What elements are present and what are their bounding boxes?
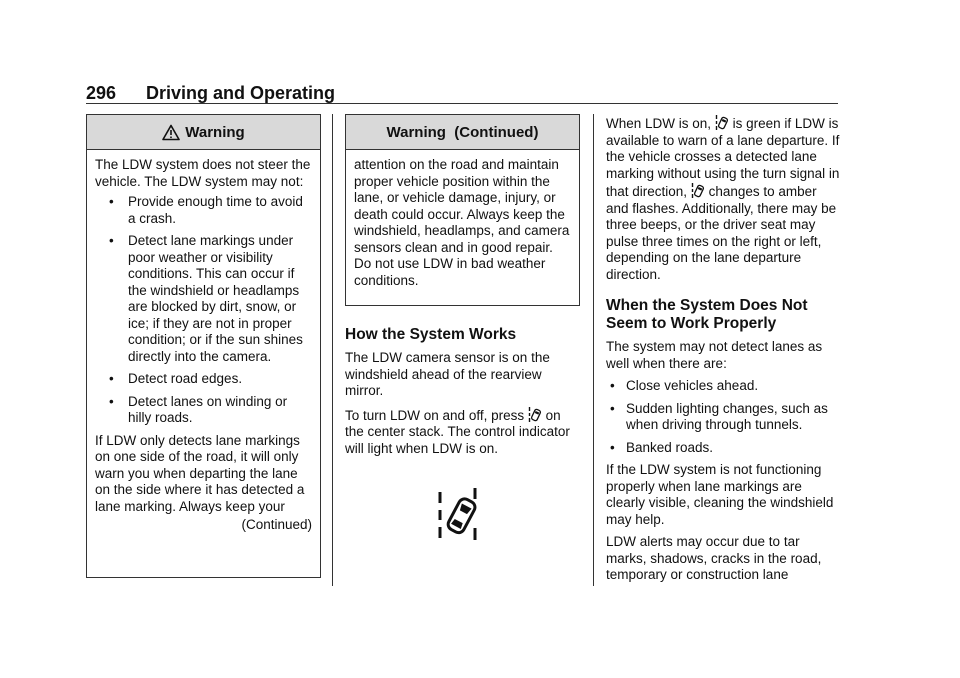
paragraph: The LDW camera sensor is on the windshield ahead of the rearview mirror. bbox=[345, 350, 550, 398]
warning-list bbox=[95, 194, 312, 427]
continued-label: (Continued) bbox=[241, 517, 312, 532]
page-header bbox=[86, 82, 838, 104]
list-item: • Close vehicles ahead. bbox=[606, 378, 842, 395]
issue-list bbox=[606, 378, 842, 456]
warning-after: If LDW only detects lane markings on one side of the road, it will only warn you when departing the lane on the side where it has detected a lane marking. Always keep your bbox=[95, 432, 305, 514]
warning-triangle-icon bbox=[162, 124, 180, 141]
list-item: • Sudden lighting changes, such as when driving through tunnels. bbox=[606, 401, 842, 434]
header-rule bbox=[86, 103, 838, 104]
column-divider-2 bbox=[593, 114, 594, 586]
ldw-description-section bbox=[606, 114, 842, 590]
warning-continued-text: attention on the road and maintain proper vehicle position within the lane, or vehicle damage, injury, or death could occur. Always keep the windshield, headlamps, and camera sensors clean and in good repair. Do not use LDW in bad weather conditions. bbox=[354, 157, 570, 288]
ldw-indicator-inline-icon bbox=[715, 114, 729, 131]
warning-continued-header bbox=[346, 115, 579, 150]
paragraph: When LDW is on, is green if LDW is available to warn of a lane departure. If the vehicle crosses a detected lane marking without using the turn signal in that direction, changes to amber and flashes. Additionally, there may be three beeps, or the driver seat may pulse three times on the right or left, depending on the lane departure direction. bbox=[606, 116, 840, 282]
page-title: Driving and Operating bbox=[146, 83, 336, 103]
warning-continued-body bbox=[346, 150, 579, 299]
warning-title: Warning bbox=[185, 123, 245, 141]
list-item: • Detect lane markings under poor weather or visibility conditions. This can occur if the windshield or headlamps are blocked by dirt, snow, or ice; if they are not in proper condition; or if the sun shines directly into the camera. bbox=[95, 233, 312, 365]
ldw-button-icon bbox=[528, 406, 542, 423]
section-heading: When the System Does Not Seem to Work Properly bbox=[606, 297, 808, 332]
ldw-indicator-inline-icon bbox=[691, 182, 705, 199]
paragraph: LDW alerts may occur due to tar marks, shadows, cracks in the road, temporary or construction lane bbox=[606, 534, 822, 582]
warning-continued-title: Warning (Continued) bbox=[386, 123, 539, 141]
how-system-works-section bbox=[345, 312, 581, 463]
warning-body bbox=[87, 150, 320, 540]
list-item: • Detect road edges. bbox=[95, 371, 312, 388]
warning-header bbox=[87, 115, 320, 150]
ldw-indicator-icon bbox=[434, 486, 484, 544]
list-item: • Detect lanes on winding or hilly roads. bbox=[95, 394, 312, 427]
warning-continued-box bbox=[345, 114, 580, 306]
paragraph: To turn LDW on and off, press on the center stack. The control indicator will light when LDW is on. bbox=[345, 407, 570, 456]
list-item: • Provide enough time to avoid a crash. bbox=[95, 194, 312, 227]
column-divider-1 bbox=[332, 114, 333, 586]
paragraph: If the LDW system is not functioning properly when lane markings are clearly visible, cleaning the windshield may help. bbox=[606, 462, 834, 527]
list-item: • Banked roads. bbox=[606, 440, 842, 457]
warning-box bbox=[86, 114, 321, 578]
warning-intro: The LDW system does not steer the vehicle. The LDW system may not: bbox=[95, 157, 311, 189]
section-heading: How the System Works bbox=[345, 326, 517, 343]
paragraph: The system may not detect lanes as well when there are: bbox=[606, 339, 823, 371]
page-number: 296 bbox=[86, 83, 117, 103]
